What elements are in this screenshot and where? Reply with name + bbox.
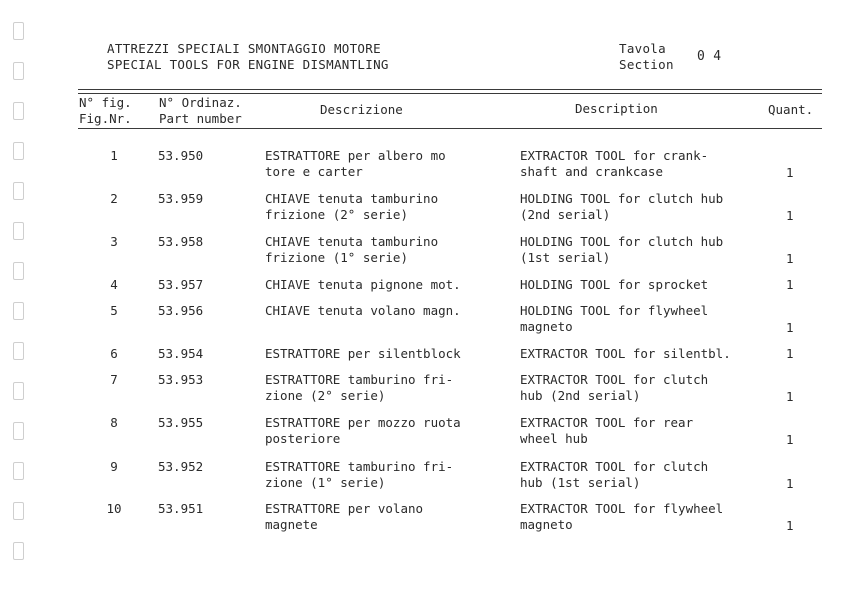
- column-header-quantity: Quant.: [768, 102, 814, 117]
- description-en-line2: (1st serial): [520, 250, 611, 265]
- title-italian: ATTREZZI SPECIALI SMONTAGGIO MOTORE: [107, 41, 381, 56]
- part-number: 53.953: [158, 372, 204, 387]
- quantity: 1: [786, 165, 794, 180]
- quantity: 1: [786, 251, 794, 266]
- description-it-line1: CHIAVE tenuta pignone mot.: [265, 277, 461, 292]
- table-row: [0, 147, 841, 187]
- description-en-line1: EXTRACTOR TOOL for rear: [520, 415, 694, 430]
- part-number: 53.952: [158, 459, 204, 474]
- description-en-line1: EXTRACTOR TOOL for silentbl.: [520, 346, 731, 361]
- description-it-line1: ESTRATTORE per volano: [265, 501, 424, 516]
- quantity: 1: [786, 389, 794, 404]
- part-number: 53.956: [158, 303, 204, 318]
- column-header-part-en: Part number: [159, 111, 242, 126]
- description-it-line1: ESTRATTORE tamburino fri-: [265, 372, 454, 387]
- description-it-line1: ESTRATTORE per mozzo ruota: [265, 415, 461, 430]
- header-rule-top: [78, 89, 822, 90]
- part-number: 53.959: [158, 191, 204, 206]
- description-it-line2: frizione (2° serie): [265, 207, 408, 222]
- description-it-line1: ESTRATTORE per albero mo: [265, 148, 446, 163]
- section-number: 0 4: [697, 49, 722, 64]
- description-en-line2: hub (2nd serial): [520, 388, 641, 403]
- figure-number: 7: [110, 372, 118, 387]
- column-header-part-it: N° Ordinaz.: [159, 95, 242, 110]
- description-it-line2: tore e carter: [265, 164, 363, 179]
- table-row: [0, 500, 841, 540]
- part-number: 53.954: [158, 346, 204, 361]
- description-en-line1: EXTRACTOR TOOL for clutch: [520, 372, 709, 387]
- description-it-line1: CHIAVE tenuta tamburino: [265, 191, 439, 206]
- table-row: [0, 233, 841, 273]
- part-number: 53.958: [158, 234, 204, 249]
- description-en-line1: HOLDING TOOL for clutch hub: [520, 191, 724, 206]
- figure-number: 5: [110, 303, 118, 318]
- quantity: 1: [786, 432, 794, 447]
- figure-number: 9: [110, 459, 118, 474]
- figure-number: 1: [110, 148, 118, 163]
- quantity: 1: [786, 346, 794, 361]
- part-number: 53.950: [158, 148, 204, 163]
- description-en-line1: EXTRACTOR TOOL for flywheel: [520, 501, 724, 516]
- description-it-line1: CHIAVE tenuta tamburino: [265, 234, 439, 249]
- table-row: [0, 458, 841, 498]
- column-header-fig-en: Fig.Nr.: [79, 111, 132, 126]
- title-english: SPECIAL TOOLS FOR ENGINE DISMANTLING: [107, 57, 389, 72]
- table-row: [0, 302, 841, 342]
- quantity: 1: [786, 208, 794, 223]
- description-it-line1: CHIAVE tenuta volano magn.: [265, 303, 461, 318]
- quantity: 1: [786, 277, 794, 292]
- section-label-english: Section: [619, 57, 674, 72]
- description-en-line2: wheel hub: [520, 431, 588, 446]
- part-number: 53.951: [158, 501, 204, 516]
- description-it-line1: ESTRATTORE tamburino fri-: [265, 459, 454, 474]
- description-en-line2: magneto: [520, 517, 573, 532]
- table-row: [0, 371, 841, 411]
- description-en-line1: HOLDING TOOL for flywheel: [520, 303, 709, 318]
- quantity: 1: [786, 320, 794, 335]
- description-it-line2: zione (2° serie): [265, 388, 386, 403]
- table-row: [0, 190, 841, 230]
- description-en-line1: EXTRACTOR TOOL for clutch: [520, 459, 709, 474]
- part-number: 53.955: [158, 415, 204, 430]
- section-label-italian: Tavola: [619, 41, 666, 56]
- figure-number: 2: [110, 191, 118, 206]
- column-header-fig-it: N° fig.: [79, 95, 132, 110]
- column-header-description-it: Descrizione: [320, 102, 403, 117]
- description-it-line1: ESTRATTORE per silentblock: [265, 346, 461, 361]
- description-en-line2: shaft and crankcase: [520, 164, 663, 179]
- table-row: [0, 414, 841, 454]
- header-rule-bottom: [78, 128, 822, 129]
- description-it-line2: magnete: [265, 517, 318, 532]
- description-en-line2: hub (1st serial): [520, 475, 641, 490]
- description-it-line2: frizione (1° serie): [265, 250, 408, 265]
- figure-number: 4: [110, 277, 118, 292]
- description-en-line1: EXTRACTOR TOOL for crank-: [520, 148, 709, 163]
- figure-number: 6: [110, 346, 118, 361]
- description-en-line2: magneto: [520, 319, 573, 334]
- description-en-line2: (2nd serial): [520, 207, 611, 222]
- figure-number: 3: [110, 234, 118, 249]
- figure-number: 10: [106, 501, 122, 516]
- description-it-line2: posteriore: [265, 431, 341, 446]
- quantity: 1: [786, 476, 794, 491]
- part-number: 53.957: [158, 277, 204, 292]
- quantity: 1: [786, 518, 794, 533]
- figure-number: 8: [110, 415, 118, 430]
- description-en-line1: HOLDING TOOL for sprocket: [520, 277, 709, 292]
- column-header-description-en: Description: [575, 101, 658, 116]
- description-en-line1: HOLDING TOOL for clutch hub: [520, 234, 724, 249]
- description-it-line2: zione (1° serie): [265, 475, 386, 490]
